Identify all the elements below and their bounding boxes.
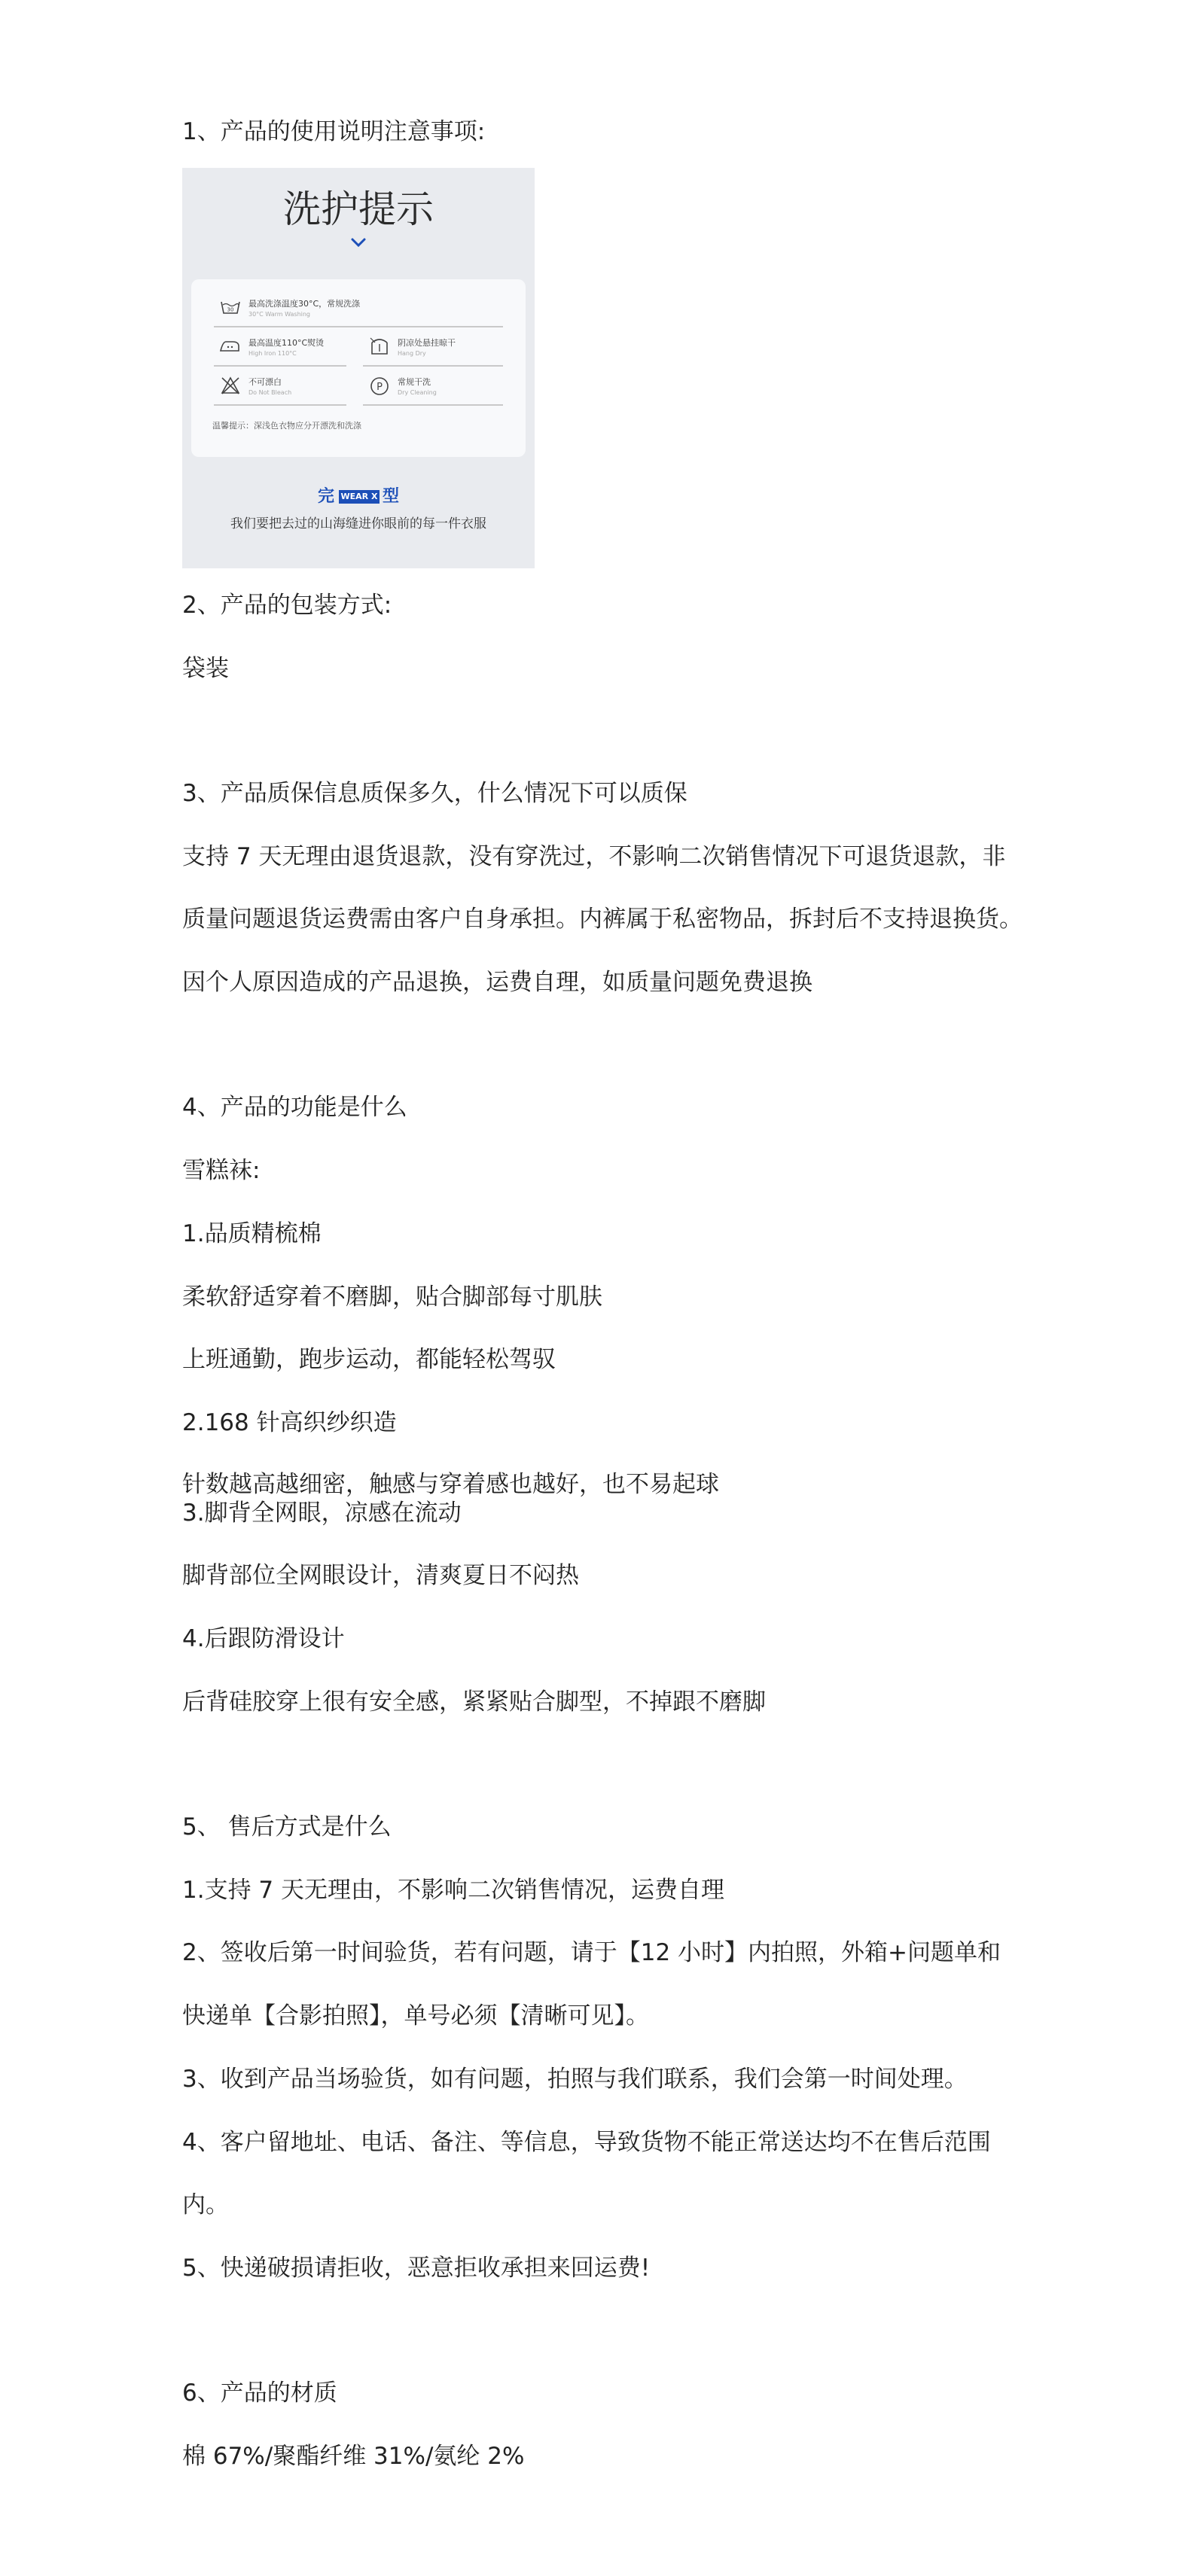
section-2-body: 袋装 <box>182 655 229 682</box>
care-item-label: 最高洗涤温度30°C，常规洗涤 <box>248 299 361 309</box>
brand-logo <box>318 487 401 507</box>
care-rule <box>214 365 346 367</box>
section-4-line: 后背硅胶穿上很有安全感，紧紧贴合脚型，不掉跟不磨脚 <box>182 1688 766 1716</box>
section-5-line: 快递单【合影拍照】，单号必须【清晰可见】。 <box>182 2002 649 2029</box>
logo-char-left: 完 <box>318 487 335 506</box>
section-4-line: 1.品质精梳棉 <box>182 1220 322 1247</box>
section-5-line: 1.支持 7 天无理由，不影响二次销售情况，运费自理 <box>182 1877 725 1904</box>
section-5-title: 5、 售后方式是什么 <box>182 1813 392 1841</box>
section-3-line: 质量问题退货运费需由客户自身承担。内裤属于私密物品，拆封后不支持退换货。 <box>182 906 1023 933</box>
care-item-sub: Do Not Bleach <box>248 389 292 396</box>
hang-dry-icon <box>369 336 390 356</box>
care-rule <box>363 365 503 367</box>
section-5-line: 4、客户留地址、电话、备注、等信息，导致货物不能正常送达均不在售后范围 <box>182 2129 991 2156</box>
section-4-title: 4、产品的功能是什么 <box>182 1094 407 1121</box>
svg-text:P: P <box>376 382 383 393</box>
washtub-30-icon <box>220 299 241 315</box>
section-5-line: 2、签收后第一时间验货，若有问题，请于【12 小时】内拍照，外箱+问题单和 <box>182 1939 1001 1966</box>
care-item-sub: High Iron 110°C <box>248 350 297 357</box>
section-6-title: 6、产品的材质 <box>182 2380 337 2407</box>
section-4-line: 上班通勤，跑步运动，都能轻松驾驭 <box>182 1346 556 1373</box>
section-3-line: 因个人原因造成的产品退换，运费自理，如质量问题免费退换 <box>182 969 812 996</box>
section-5-line: 5、快递破损请拒收，恶意拒收承担来回运费! <box>182 2255 651 2282</box>
care-note: 温馨提示：深浅色衣物应分开漂洗和洗涤 <box>212 421 361 431</box>
care-item-sub: Hang Dry <box>398 350 426 357</box>
care-item-sub: Dry Cleaning <box>398 389 437 396</box>
section-1-title: 1、产品的使用说明注意事项: <box>182 118 486 145</box>
section-5-line: 内。 <box>182 2191 229 2218</box>
section-2-title: 2、产品的包装方式: <box>182 592 392 619</box>
section-4-line: 3.脚背全网眼，凉感在流动 <box>182 1500 462 1527</box>
care-rule <box>214 404 346 406</box>
care-title: 洗护提示 <box>283 187 434 231</box>
logo-wordmark: WEAR X <box>339 490 380 504</box>
chevron-down-icon <box>350 237 367 248</box>
care-item-label: 最高温度110°C熨烫 <box>248 338 325 348</box>
logo-char-right: 型 <box>383 487 400 506</box>
care-item-label: 不可漂白 <box>248 377 282 387</box>
section-4-line: 4.后跟防滑设计 <box>182 1625 345 1652</box>
dry-clean-icon <box>369 376 390 397</box>
no-bleach-icon <box>220 376 241 395</box>
care-rule <box>214 326 503 327</box>
section-4-line: 2.168 针高织纱织造 <box>182 1409 397 1436</box>
section-5-line: 3、收到产品当场验货，如有问题，拍照与我们联系，我们会第一时间处理。 <box>182 2066 968 2093</box>
care-item-label: 阴凉处悬挂晾干 <box>398 338 456 348</box>
section-6-body: 棉 67%/聚酯纤维 31%/氨纶 2% <box>182 2443 525 2470</box>
section-4-line: 针数越高越细密，触感与穿着感也越好，也不易起球 <box>182 1471 719 1498</box>
brand-slogan: 我们要把去过的山海缝进你眼前的每一件衣服 <box>230 516 486 531</box>
section-4-line: 脚背部位全网眼设计，清爽夏日不闷热 <box>182 1562 579 1589</box>
section-3-title: 3、产品质保信息质保多久，什么情况下可以质保 <box>182 780 687 807</box>
care-instructions-image <box>182 168 535 568</box>
section-4-line: 雪糕袜: <box>182 1157 261 1184</box>
care-item-label: 常规干洗 <box>398 377 431 387</box>
iron-icon <box>218 338 241 353</box>
care-card <box>191 279 526 457</box>
section-4-line: 柔软舒适穿着不磨脚，贴合脚部每寸肌肤 <box>182 1283 602 1311</box>
care-item-sub: 30°C Warm Washing <box>248 311 311 318</box>
svg-text:30: 30 <box>227 306 234 313</box>
section-3-line: 支持 7 天无理由退货退款，没有穿洗过，不影响二次销售情况下可退货退款，非 <box>182 843 1006 870</box>
care-rule <box>363 404 503 406</box>
